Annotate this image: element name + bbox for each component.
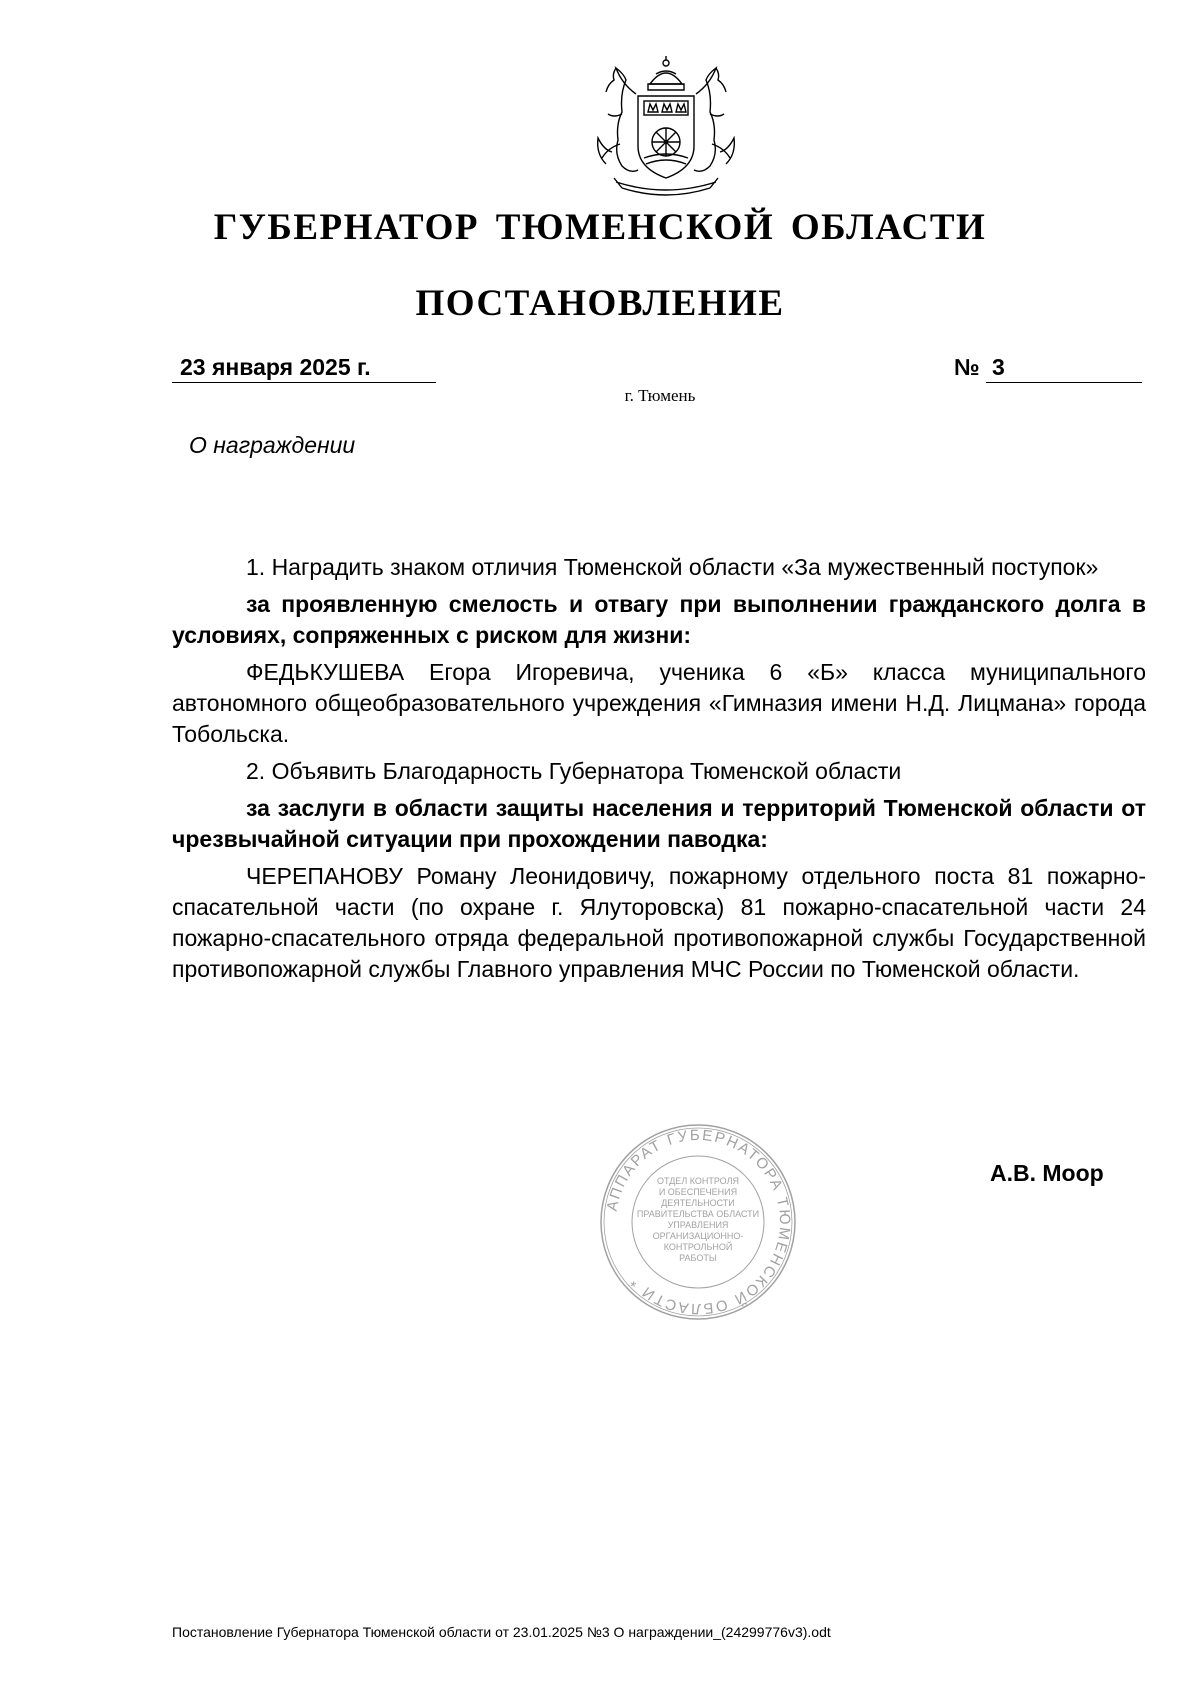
svg-text:РАБОТЫ: РАБОТЫ: [679, 1253, 717, 1263]
svg-text:ДЕЯТЕЛЬНОСТИ: ДЕЯТЕЛЬНОСТИ: [661, 1198, 735, 1208]
svg-text:ОТДЕЛ КОНТРОЛЯ: ОТДЕЛ КОНТРОЛЯ: [657, 1176, 739, 1186]
authority-title: ГУБЕРНАТОР ТЮМЕНСКОЙ ОБЛАСТИ: [213, 207, 987, 248]
paragraph-2: 2. Объявить Благодарность Губернатора Тюменской области: [246, 758, 902, 784]
footer-filename: Постановление Губернатора Тюменской области от 23.01.2025 №3 О награждении_(24299776v3).odt: [172, 1624, 831, 1640]
official-seal-stamp: [598, 1122, 798, 1322]
document-number: 3: [986, 352, 1142, 383]
sun-icon: [644, 128, 688, 164]
document-body: [172, 552, 1146, 991]
svg-text:И ОБЕСПЕЧЕНИЯ: И ОБЕСПЕЧЕНИЯ: [658, 1187, 738, 1197]
crown-icon: [648, 56, 684, 90]
number-label: №: [954, 354, 980, 380]
svg-text:ОРГАНИЗАЦИОННО-: ОРГАНИЗАЦИОННО-: [652, 1231, 744, 1241]
paragraph-1: 1. Наградить знаком отличия Тюменской области «За мужественный поступок»: [246, 554, 1099, 580]
document-date: 23 января 2025 г.: [172, 352, 436, 383]
svg-text:КОНТРОЛЬНОЙ: КОНТРОЛЬНОЙ: [663, 1242, 733, 1252]
document-type: ПОСТАНОВЛЕНИЕ: [415, 283, 785, 324]
paragraph-1-reason: за проявленную смелость и отвагу при выполнении гражданского долга в условиях, сопряженных с риском для жизни:: [172, 591, 1146, 648]
document-subject: О награждении: [189, 432, 356, 458]
svg-text:УПРАВЛЕНИЯ: УПРАВЛЕНИЯ: [667, 1220, 729, 1230]
svg-text:АППАРАТ ГУБЕРНАТОРА ТЮМЕНСКОЙ: АППАРАТ ГУБЕРНАТОРА ТЮМЕНСКОЙ ОБЛАСТИ *: [603, 1126, 794, 1318]
paragraph-2-awardee: ЧЕРЕПАНОВУ Роману Леонидовичу, пожарному отдельного поста 81 пожарно-спасательной части (по охране г. Ялуторовска) 81 пожарно-спасательной части 24 пожарно-спасательного отряда федеральной противопожарной службы Государственной противопожарной службы Главного управления МЧС России по Тюменской области.: [172, 863, 1146, 982]
svg-text:ПРАВИТЕЛЬСТВА ОБЛАСТИ: ПРАВИТЕЛЬСТВА ОБЛАСТИ: [636, 1209, 760, 1219]
signatory-name: А.В. Моор: [990, 1160, 1104, 1186]
paragraph-2-reason: за заслуги в области защиты населения и территорий Тюменской области от чрезвычайной ситуации при прохождении паводка:: [172, 795, 1146, 852]
coat-of-arms-emblem: [586, 54, 746, 204]
paragraph-1-awardee: ФЕДЬКУШЕВА Егора Игоревича, ученика 6 «Б» класса муниципального автономного общеобразовательного учреждения «Гимназия имени Н.Д. Лицмана» города Тобольска.: [172, 659, 1146, 747]
ribbon-icon: [614, 178, 718, 195]
city: г. Тюмень: [624, 386, 696, 405]
sable-right-icon: [694, 68, 734, 171]
sable-left-icon: [598, 68, 638, 171]
